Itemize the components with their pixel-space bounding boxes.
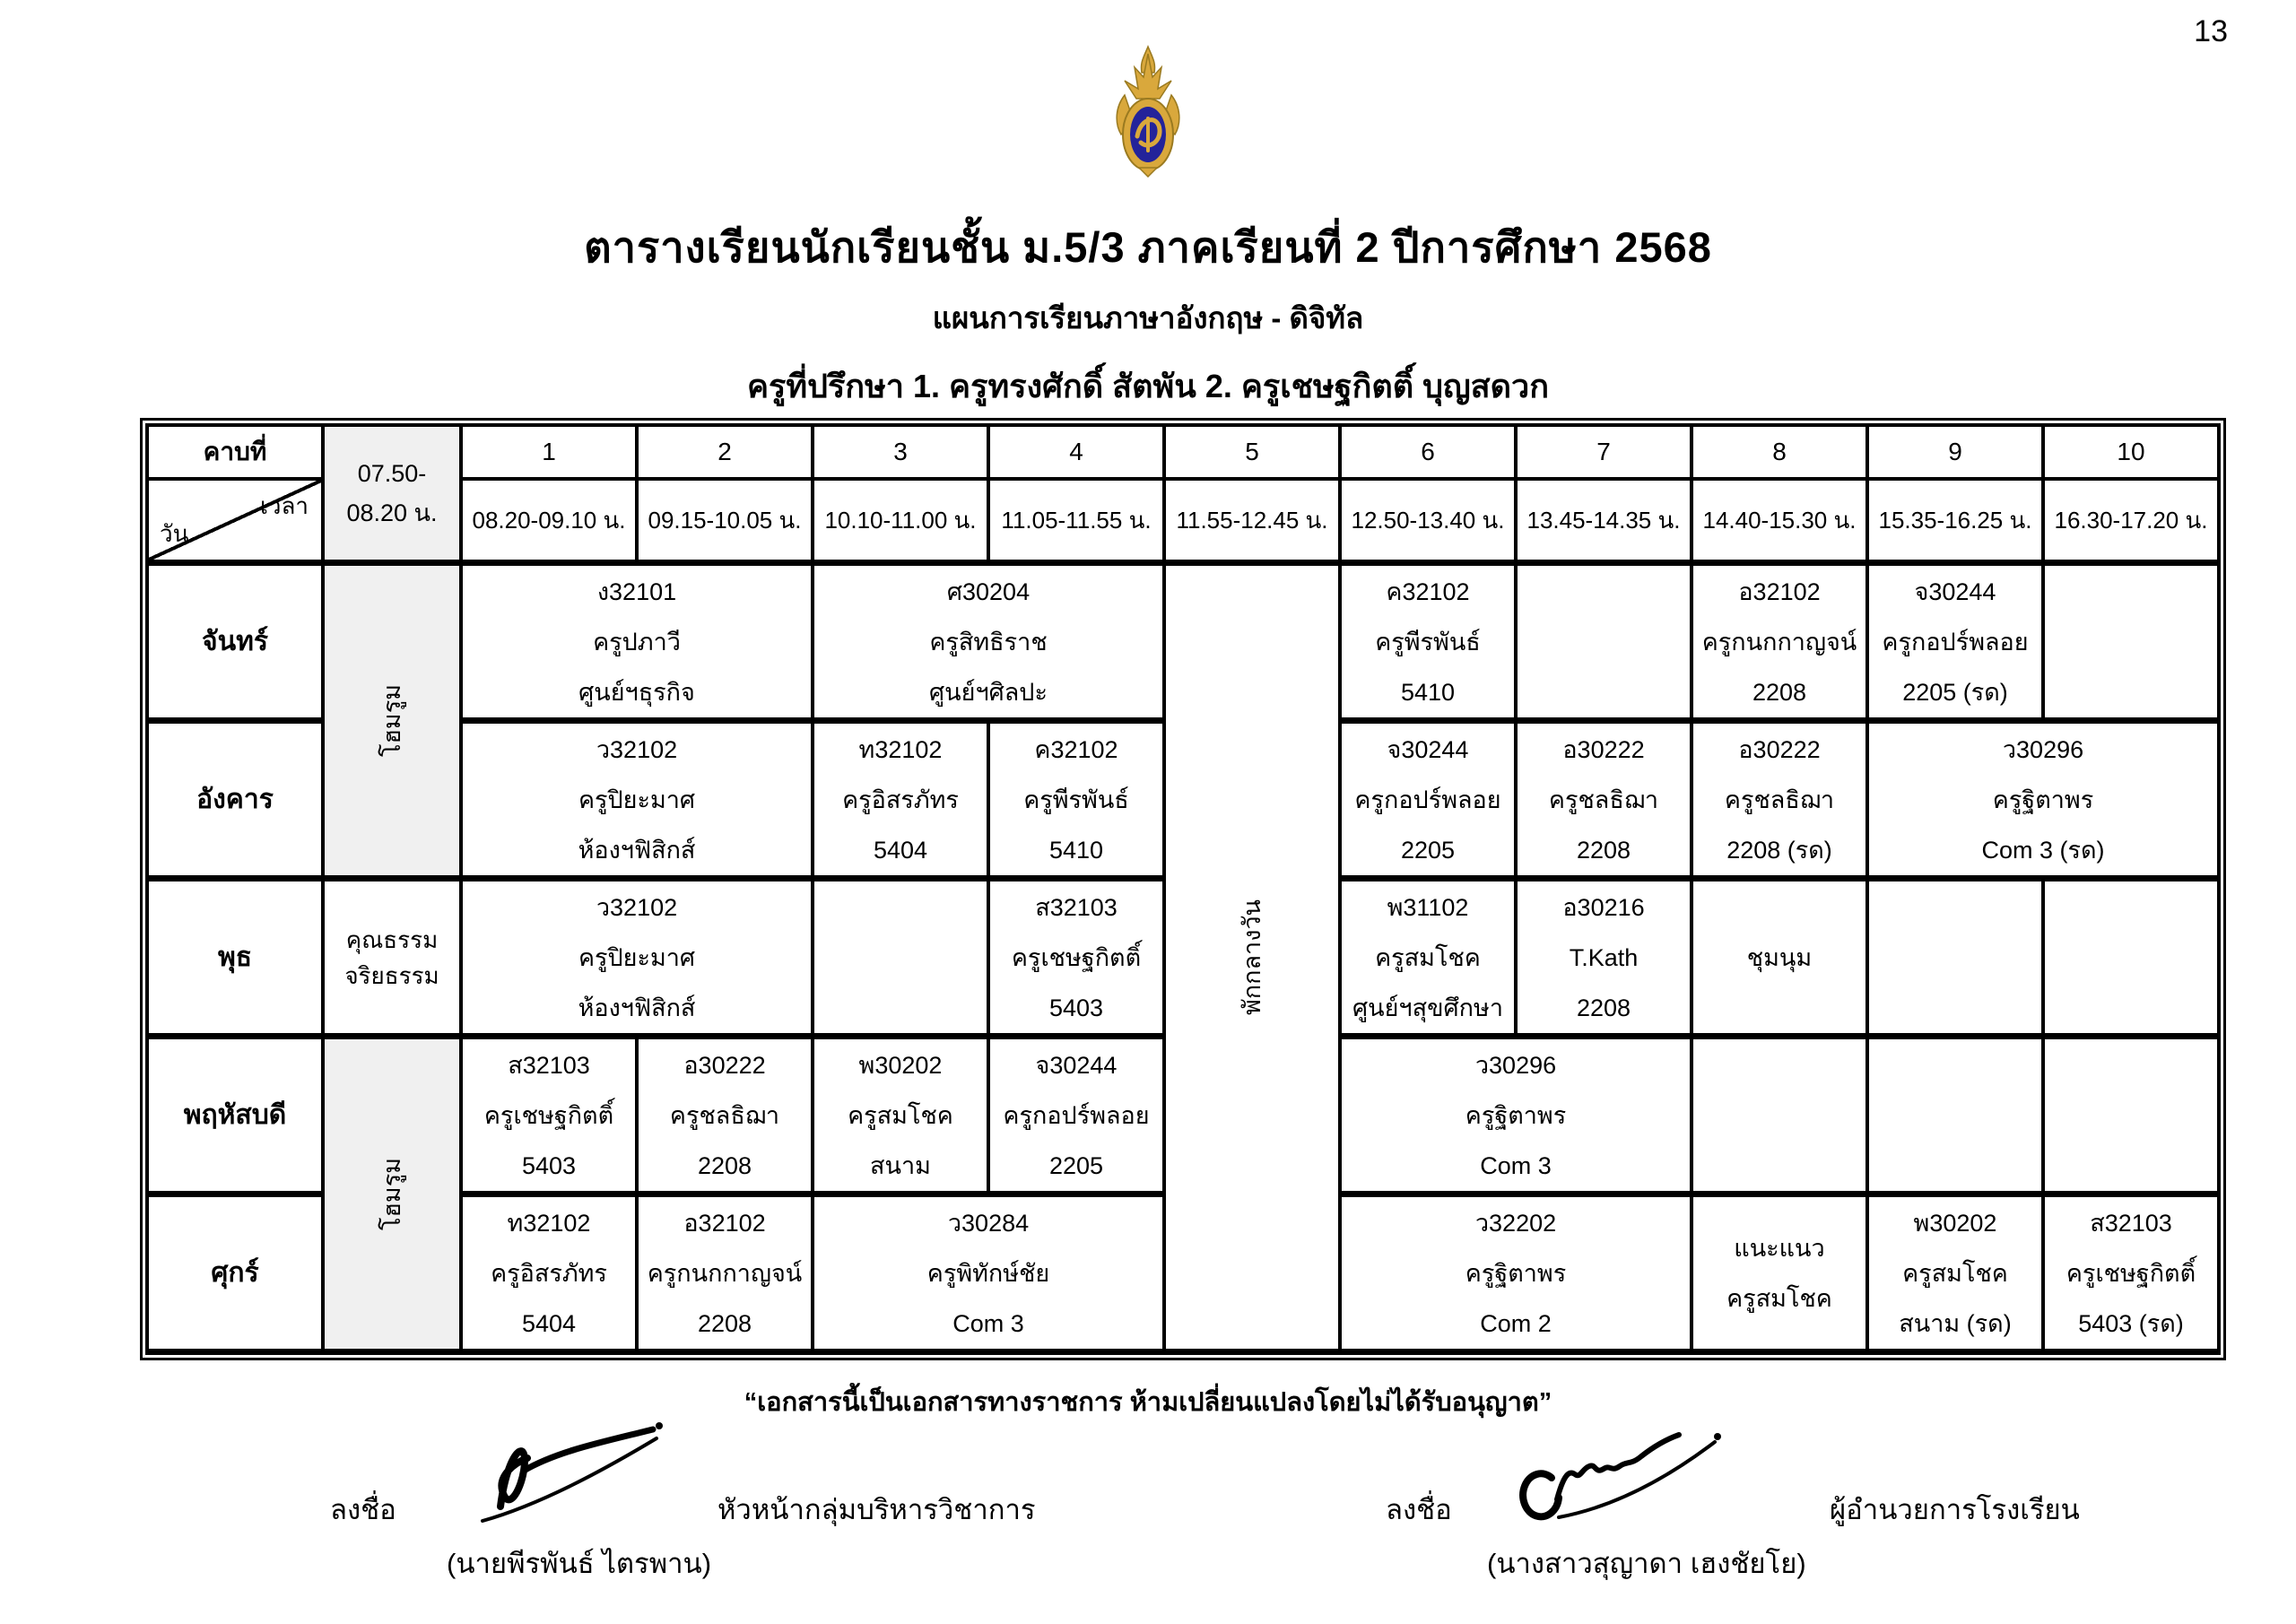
subject-cell xyxy=(1692,879,1867,1037)
school-crest-graphic xyxy=(1107,45,1189,178)
subject-cell xyxy=(988,879,1164,1037)
sign-label-right: ลงชื่อ xyxy=(1386,1494,1452,1525)
subject-line: ว32102 xyxy=(596,735,678,763)
subject-line: ครูกอปร์พลอย xyxy=(1354,786,1501,813)
subject-line: 2208 xyxy=(1752,678,1807,706)
period-number: 3 xyxy=(813,425,988,479)
period-number: 8 xyxy=(1692,425,1867,479)
sign-label-left: ลงชื่อ xyxy=(330,1494,396,1525)
subject-line: ครูชลธิฌา xyxy=(669,1101,780,1129)
subject-line: ครูสมโชค xyxy=(1726,1284,1832,1312)
period-time: 14.40-15.30 น. xyxy=(1692,479,1867,563)
period-number: 7 xyxy=(1516,425,1692,479)
subject-lines xyxy=(990,1052,1162,1179)
timetable xyxy=(145,423,2221,1355)
subject-line: สนาม (รด) xyxy=(1899,1309,2012,1337)
subject-cell xyxy=(461,563,813,721)
day-label: วัน xyxy=(160,520,189,547)
subject-lines xyxy=(463,1052,635,1179)
page-title: ตารางเรียนนักเรียนชั้น ม.5/3 ภาคเรียนที่ 2 ปีการศึกษา 2568 xyxy=(584,223,1712,271)
subject-line: ครูเชษฐกิตติ์ xyxy=(1011,943,1142,971)
subject-lines xyxy=(463,1210,635,1337)
period-number: 4 xyxy=(988,425,1164,479)
subject-line: ครูสมโชค xyxy=(1375,943,1481,971)
subject-line: 5404 xyxy=(521,1309,577,1337)
empty-cell xyxy=(1867,1037,2043,1194)
subject-cell xyxy=(461,879,813,1037)
empty-cell xyxy=(1692,1037,1867,1194)
morning-time-line1: 07.50- xyxy=(357,460,427,487)
subject-lines xyxy=(1869,578,2041,706)
sign-name-right: (นางสาวสุญาดา เฮงชัยโย) xyxy=(1487,1548,1806,1579)
subject-line: จ30244 xyxy=(1914,578,1996,605)
advisors-line: ครูที่ปรึกษา 1. ครูทรงศักดิ์ สัตพัน 2. ครูเชษฐกิตติ์ บุญสดวก xyxy=(746,368,1550,404)
period-number: 2 xyxy=(637,425,813,479)
subject-line: จ30244 xyxy=(1035,1051,1118,1079)
subject-lines xyxy=(814,1052,987,1179)
subject-line: อ32102 xyxy=(1738,578,1821,605)
subject-line: ง32101 xyxy=(596,578,677,605)
subject-line: อ32102 xyxy=(683,1209,766,1237)
subject-line: ศูนย์ฯสุขศึกษา xyxy=(1352,994,1503,1021)
subject-line: ห้องฯฟิสิกส์ xyxy=(578,994,696,1021)
subject-line: อ30222 xyxy=(1562,735,1645,763)
subject-cell xyxy=(1692,563,1867,721)
subject-line: ครูฐิตาพร xyxy=(1465,1259,1567,1287)
subject-cell xyxy=(1692,1194,1867,1352)
period-time: 15.35-16.25 น. xyxy=(1867,479,2043,563)
subject-cell xyxy=(461,721,813,879)
subject-line: ส32103 xyxy=(508,1051,590,1079)
subject-line: อ30222 xyxy=(683,1051,766,1079)
subject-cell xyxy=(1867,1194,2043,1352)
subject-line: ครูปภาวี xyxy=(593,628,681,656)
subject-lines xyxy=(1693,578,1866,706)
subject-line: Com 3 xyxy=(952,1309,1024,1337)
page-number: 13 xyxy=(2194,14,2228,48)
subject-lines xyxy=(639,1210,811,1337)
subject-line: ครูฐิตาพร xyxy=(1992,786,2094,813)
subject-line: ท32102 xyxy=(858,735,943,763)
subject-line: ครูพีรพันธ์ xyxy=(1375,628,1481,656)
subject-line: ครูสิทธิราช xyxy=(929,628,1048,656)
period-time: 10.10-11.00 น. xyxy=(813,479,988,563)
subject-line: พ30202 xyxy=(858,1051,943,1079)
subject-cell xyxy=(1340,1037,1692,1194)
subject-cell xyxy=(637,1037,813,1194)
subject-lines xyxy=(639,1052,811,1179)
subject-line: ครูกอปร์พลอย xyxy=(1003,1101,1150,1129)
subject-lines xyxy=(1869,736,2217,864)
ethics-cell xyxy=(323,879,461,1037)
subject-line: Com 2 xyxy=(1480,1309,1552,1337)
period-time: 11.05-11.55 น. xyxy=(988,479,1164,563)
subject-lines xyxy=(2045,1210,2217,1337)
subject-line: ครูกนกกาญจน์ xyxy=(647,1259,803,1287)
subject-line: ครูฐิตาพร xyxy=(1465,1101,1567,1129)
period-time: 13.45-14.35 น. xyxy=(1516,479,1692,563)
sign-name-left: (นายพีรพันธ์ ไตรพาน) xyxy=(447,1548,712,1579)
subject-line: 5403 xyxy=(521,1151,577,1179)
period-time: 16.30-17.20 น. xyxy=(2043,479,2219,563)
subject-line: ว32202 xyxy=(1474,1209,1557,1237)
subject-line: ค32102 xyxy=(1034,735,1118,763)
subject-line: ครูพิทักษ์ชัย xyxy=(926,1259,1050,1287)
period-time: 09.15-10.05 น. xyxy=(637,479,813,563)
time-label: เวลา xyxy=(259,492,309,519)
school-crest-logo xyxy=(1107,45,1189,182)
subject-cell xyxy=(461,1194,637,1352)
subject-line: ครูเชษฐกิตติ์ xyxy=(483,1101,614,1129)
subject-line: ศูนย์ฯธุรกิจ xyxy=(578,678,695,706)
period-time: 12.50-13.40 น. xyxy=(1340,479,1516,563)
empty-cell xyxy=(813,879,988,1037)
period-number: 5 xyxy=(1164,425,1340,479)
subject-line: 2205 (รด) xyxy=(1902,678,2008,706)
period-time: 11.55-12.45 น. xyxy=(1164,479,1340,563)
subject-line: อ30222 xyxy=(1738,735,1821,763)
subject-cell xyxy=(813,1037,988,1194)
day-name: ศุกร์ xyxy=(147,1194,323,1352)
subject-line: 2205 xyxy=(1400,836,1456,864)
subject-cell xyxy=(637,1194,813,1352)
subject-lines xyxy=(1693,944,1866,971)
subject-line: ว30296 xyxy=(1474,1051,1557,1079)
subject-line: พ31102 xyxy=(1387,893,1469,921)
subject-lines xyxy=(1342,1052,1690,1179)
lunch-label: พักกลางวัน xyxy=(1239,899,1266,1016)
day-name: อังคาร xyxy=(147,721,323,879)
subject-line: 2208 (รด) xyxy=(1726,836,1832,864)
subject-line: ห้องฯฟิสิกส์ xyxy=(578,836,696,864)
signature-right-graphic xyxy=(1500,1424,1724,1532)
subject-cell xyxy=(1340,879,1516,1037)
subject-cell xyxy=(1516,879,1692,1037)
lunch-cell xyxy=(1164,563,1340,1352)
subject-lines xyxy=(990,736,1162,864)
subject-line: แนะแนว xyxy=(1734,1234,1825,1262)
signature-left-graphic xyxy=(441,1419,665,1531)
subject-cell xyxy=(1692,721,1867,879)
page-subtitle: แผนการเรียนภาษาอังกฤษ - ดิจิทัล xyxy=(932,301,1364,334)
timetable-frame xyxy=(140,418,2226,1360)
subject-line: ครูกอปร์พลอย xyxy=(1882,628,2029,656)
subject-line: ครูสมโชค xyxy=(848,1101,953,1129)
morning-time-line2: 08.20 น. xyxy=(346,499,438,526)
subject-line: Com 3 (รด) xyxy=(1981,836,2105,864)
day-name: จันทร์ xyxy=(147,563,323,721)
subject-lines xyxy=(990,894,1162,1021)
subject-line: ศ30204 xyxy=(946,578,1031,605)
subject-cell xyxy=(988,721,1164,879)
homeroom-cell xyxy=(323,563,461,879)
period-number: 10 xyxy=(2043,425,2219,479)
subject-lines xyxy=(1342,578,1514,706)
subject-lines xyxy=(1342,1210,1690,1337)
subject-line: 2208 xyxy=(1576,836,1631,864)
subject-line: ชุมนุม xyxy=(1746,943,1813,971)
subject-lines xyxy=(1518,736,1690,864)
homeroom-cell xyxy=(323,1037,461,1352)
subject-line: 2208 xyxy=(697,1151,752,1179)
subject-cell xyxy=(1340,721,1516,879)
period-number: 9 xyxy=(1867,425,2043,479)
subject-line: ครูชลธิฌา xyxy=(1548,786,1659,813)
morning-time-header xyxy=(323,425,461,563)
official-note: “เอกสารนี้เป็นเอกสารทางราชการ ห้ามเปลี่ยนแปลงโดยไม่ได้รับอนุญาต” xyxy=(744,1388,1552,1417)
empty-cell xyxy=(2043,879,2219,1037)
subject-lines xyxy=(814,736,987,864)
subject-line: 5403 (รด) xyxy=(2078,1309,2184,1337)
subject-lines xyxy=(463,578,811,706)
corner-period-label: คาบที่ xyxy=(147,425,323,479)
subject-line: 5410 xyxy=(1400,678,1456,706)
subject-line: ว32102 xyxy=(596,893,678,921)
empty-cell xyxy=(1516,563,1692,721)
subject-cell xyxy=(1340,1194,1692,1352)
subject-line: ครูเชษฐกิตติ์ xyxy=(2066,1259,2196,1287)
subject-line: Com 3 xyxy=(1480,1151,1552,1179)
subject-line: ครูกนกกาญจน์ xyxy=(1701,628,1857,656)
subject-line: 5404 xyxy=(873,836,928,864)
subject-line: ครูสมโชค xyxy=(1902,1259,2008,1287)
empty-cell xyxy=(2043,563,2219,721)
subject-line: อ30216 xyxy=(1562,893,1645,921)
subject-lines xyxy=(814,1210,1162,1337)
day-name: พฤหัสบดี xyxy=(147,1037,323,1194)
subject-lines xyxy=(1693,736,1866,864)
subject-cell xyxy=(1340,563,1516,721)
subject-line: 5403 xyxy=(1048,994,1104,1021)
ethics-line: คุณธรรม xyxy=(345,925,439,953)
sign-title-right: ผู้อำนวยการโรงเรียน xyxy=(1830,1494,2080,1525)
sign-title-left: หัวหน้ากลุ่มบริหารวิชาการ xyxy=(718,1494,1036,1525)
subject-line: พ30202 xyxy=(1913,1209,1997,1237)
subject-lines xyxy=(814,578,1162,706)
period-time: 08.20-09.10 น. xyxy=(461,479,637,563)
empty-cell xyxy=(2043,1037,2219,1194)
subject-line: ครูปิยะมาศ xyxy=(578,943,696,971)
subject-cell xyxy=(1867,721,2219,879)
period-number: 6 xyxy=(1340,425,1516,479)
subject-line: 2205 xyxy=(1048,1151,1104,1179)
ethics-lines xyxy=(325,926,459,989)
subject-line: สนาม xyxy=(870,1151,931,1179)
subject-line: ศูนย์ฯศิลปะ xyxy=(929,678,1048,706)
subject-lines xyxy=(463,736,811,864)
subject-lines xyxy=(1342,736,1514,864)
subject-cell xyxy=(813,1194,1164,1352)
subject-line: ครูพีรพันธ์ xyxy=(1023,786,1129,813)
ethics-line: จริยธรรม xyxy=(344,961,439,989)
subject-cell xyxy=(1867,563,2043,721)
subject-line: ค32102 xyxy=(1386,578,1470,605)
subject-line: 2208 xyxy=(697,1309,752,1337)
subject-cell xyxy=(1516,721,1692,879)
subject-lines xyxy=(1342,894,1514,1021)
subject-line: ว30296 xyxy=(2002,735,2084,763)
subject-lines xyxy=(1869,1210,2041,1337)
subject-line: จ30244 xyxy=(1387,735,1469,763)
subject-line: ครูชลธิฌา xyxy=(1724,786,1835,813)
subject-lines xyxy=(1518,894,1690,1021)
subject-cell xyxy=(813,721,988,879)
subject-line: ว30284 xyxy=(947,1209,1030,1237)
subject-line: 5410 xyxy=(1048,836,1104,864)
subject-cell xyxy=(988,1037,1164,1194)
period-number: 1 xyxy=(461,425,637,479)
subject-line: ส32103 xyxy=(1035,893,1118,921)
subject-line: ครูปิยะมาศ xyxy=(578,786,696,813)
subject-line: ท32102 xyxy=(507,1209,591,1237)
subject-line: ครูอิสรภัทร xyxy=(842,786,959,813)
homeroom-label: โฮมรูม xyxy=(378,1157,406,1231)
corner-time-day-cell xyxy=(147,479,323,563)
subject-line: ส32103 xyxy=(2090,1209,2172,1237)
day-name: พุธ xyxy=(147,879,323,1037)
subject-line: T.Kath xyxy=(1569,943,1639,971)
subject-cell xyxy=(2043,1194,2219,1352)
subject-line: 2208 xyxy=(1576,994,1631,1021)
subject-lines xyxy=(463,894,811,1021)
subject-cell xyxy=(461,1037,637,1194)
subject-cell xyxy=(813,563,1164,721)
empty-cell xyxy=(1867,879,2043,1037)
subject-lines xyxy=(1693,1235,1866,1312)
homeroom-label: โฮมรูม xyxy=(378,683,406,758)
subject-line: ครูอิสรภัทร xyxy=(491,1259,607,1287)
